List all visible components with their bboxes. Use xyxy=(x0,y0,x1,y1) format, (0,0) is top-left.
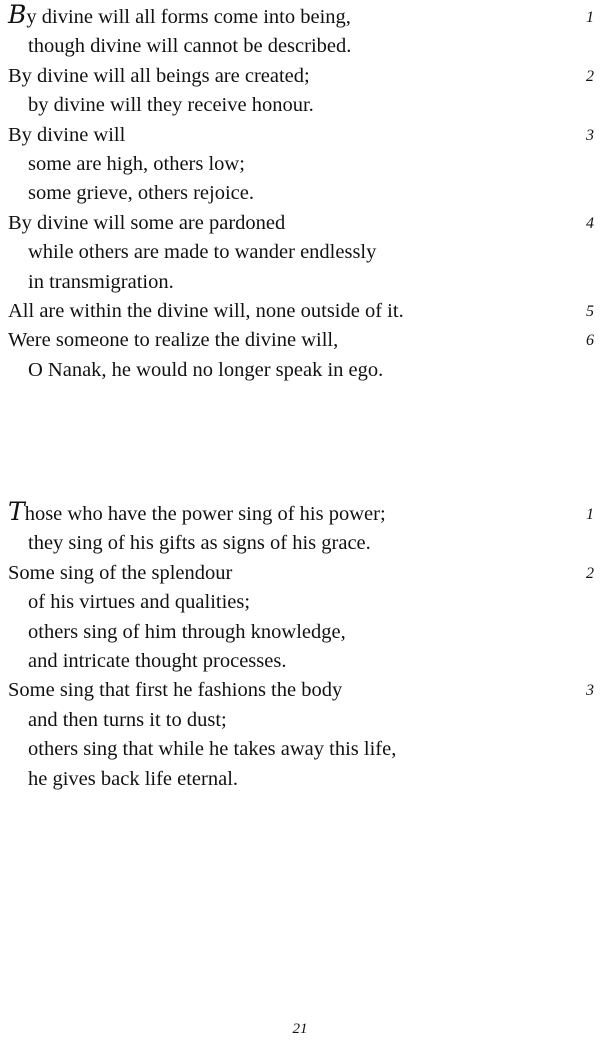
verse-line xyxy=(0,735,600,764)
verse-text: By divine will some are pardoned xyxy=(8,211,286,234)
verse-text: By divine will xyxy=(8,123,126,146)
verse-number: 1 xyxy=(586,9,594,26)
verse-text: by divine will they receive honour. xyxy=(28,94,314,117)
verse-text: though divine will cannot be described. xyxy=(28,35,352,58)
verse-line xyxy=(0,676,600,705)
verse-text: of his virtues and qualities; xyxy=(28,591,251,614)
verse-line xyxy=(0,121,600,150)
verse-text: and then turns it to dust; xyxy=(28,708,227,731)
verse-line xyxy=(0,32,600,61)
verse-number: 3 xyxy=(586,682,594,700)
verse-line xyxy=(0,647,600,676)
verse-number: 5 xyxy=(586,302,594,320)
verse-line xyxy=(0,356,600,385)
verse-text xyxy=(8,497,386,529)
verse-text: some grieve, others rejoice. xyxy=(28,182,254,205)
verse-text: while others are made to wander endlessly xyxy=(28,241,377,264)
verse-line xyxy=(0,588,600,617)
verse-text: some are high, others low; xyxy=(28,152,245,175)
verse-number: 6 xyxy=(586,332,594,350)
verse-line xyxy=(0,268,600,297)
verse-number: 2 xyxy=(586,564,594,582)
verse-line xyxy=(0,497,600,529)
verse-line xyxy=(0,238,600,267)
verse-text: he gives back life eternal. xyxy=(28,767,239,790)
verse-line xyxy=(0,91,600,120)
verse-text: Some sing of the splendour xyxy=(8,561,233,584)
verse-text: By divine will all beings are created; xyxy=(8,64,310,87)
verse-text xyxy=(8,0,351,32)
drop-cap: B xyxy=(8,0,27,29)
verse-line xyxy=(0,297,600,326)
page-number: 21 xyxy=(292,1021,308,1037)
verse-line xyxy=(0,765,600,794)
verse-line xyxy=(0,618,600,647)
verse-line xyxy=(0,326,600,355)
verse-line xyxy=(0,179,600,208)
verse-text: others sing that while he takes away this life, xyxy=(28,738,397,761)
verse-text: and intricate thought processes. xyxy=(28,649,287,672)
verse-text-rest: y divine will all forms come into being, xyxy=(26,6,351,28)
verse-text: others sing of him through knowledge, xyxy=(28,620,346,643)
verse-text: they sing of his gifts as signs of his grace. xyxy=(28,532,371,555)
stanza-singing xyxy=(0,497,600,794)
verse-text: All are within the divine will, none outside of it. xyxy=(8,299,404,322)
verse-number: 4 xyxy=(586,214,594,232)
verse-number: 3 xyxy=(586,126,594,144)
verse-text: in transmigration. xyxy=(28,270,174,293)
verse-line xyxy=(0,706,600,735)
verse-line xyxy=(0,209,600,238)
verse-text-rest: hose who have the power sing of his power; xyxy=(24,503,386,525)
verse-number: 1 xyxy=(586,506,594,523)
verse-line xyxy=(0,559,600,588)
verse-number: 2 xyxy=(586,67,594,85)
drop-cap: T xyxy=(8,497,25,526)
verse-line xyxy=(0,529,600,558)
verse-text: Some sing that first he fashions the body xyxy=(8,679,343,702)
stanza-hukam xyxy=(0,0,600,385)
verse-line xyxy=(0,150,600,179)
verse-text: Were someone to realize the divine will, xyxy=(8,329,339,352)
verse-line xyxy=(0,62,600,91)
verse-text: O Nanak, he would no longer speak in ego. xyxy=(28,358,384,381)
verse-line xyxy=(0,0,600,32)
